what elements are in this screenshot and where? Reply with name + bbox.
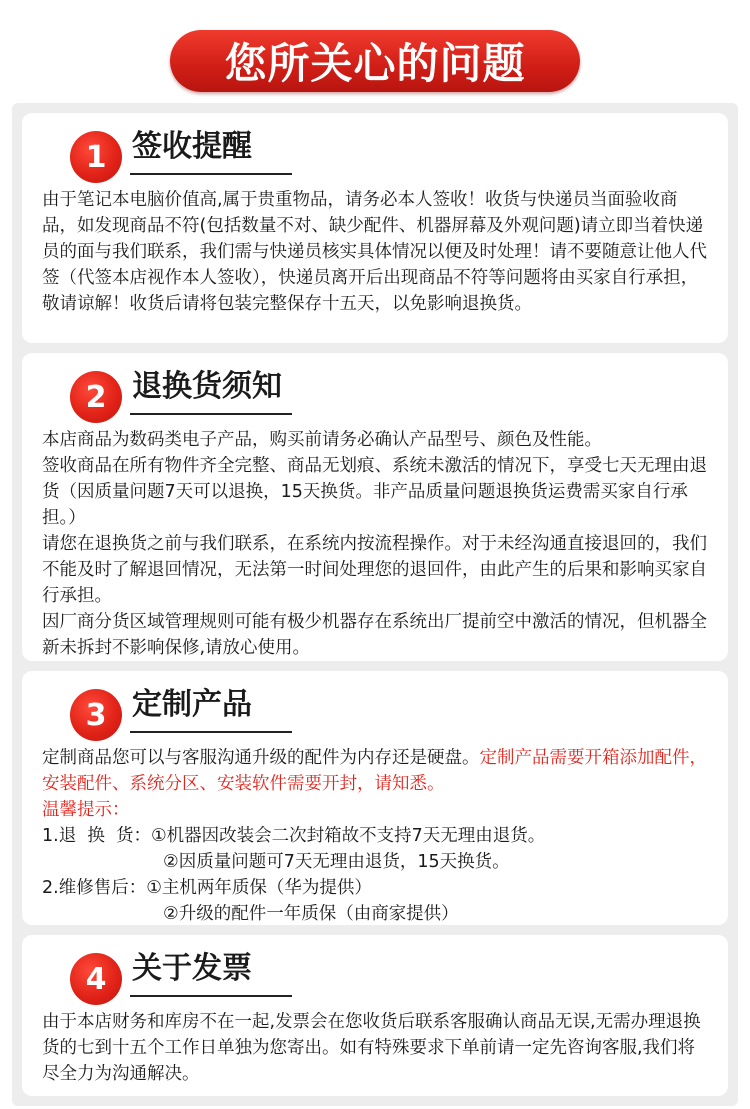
- section-title: 关于发票: [132, 951, 252, 986]
- section-number-badge: 2: [70, 371, 122, 423]
- paragraph: 因厂商分货区域管理规则可能有极少机器存在系统出厂提前空中激活的情况，但机器全新未拆封不影响保修,请放心使用。: [42, 612, 707, 658]
- section-number-badge: 3: [70, 689, 122, 741]
- list-item-label: 2.维修售后：: [42, 878, 147, 898]
- section-number-badge: 1: [70, 131, 122, 183]
- section-custom-products: [22, 671, 728, 925]
- header: [0, 0, 750, 100]
- list-item: [42, 823, 708, 849]
- intro-warning: 定制产品需要开箱添加配件，安装配件、系统分区、安装软件需要开封，请知悉。: [42, 748, 707, 794]
- section-number-badge: 4: [70, 953, 122, 1005]
- page-title: 您所关心的问题: [170, 30, 580, 92]
- title-underline: [130, 413, 292, 415]
- section-sign-reminder: [22, 113, 728, 343]
- list-item-line: ①机器因改装会二次封箱故不支持7天无理由退货。: [150, 826, 546, 846]
- list-item-line: ②升级的配件一年质保（由商家提供）: [163, 904, 459, 924]
- title-underline: [130, 731, 292, 733]
- list-item-label: 1.退 换 货：: [42, 826, 151, 846]
- intro-text: 定制商品您可以与客服沟通升级的配件为内存还是硬盘。: [42, 748, 480, 768]
- section-return-policy: [22, 353, 728, 661]
- paragraph: 由于本店财务和库房不在一起,发票会在您收货后联系客服确认商品无误,无需办理退换货的七到十五个工作日单独为您寄出。如有特殊要求下单前请一定先咨询客服,我们将尽全力为沟通解决。: [42, 1012, 701, 1084]
- paragraph: 本店商品为数码类电子产品，购买前请务必确认产品型号、颜色及性能。: [42, 430, 602, 450]
- list-item-line: ②因质量问题可7天无理由退货，15天换货。: [163, 852, 510, 872]
- section-invoice: [22, 935, 728, 1096]
- title-underline: [130, 173, 292, 175]
- paragraph: 由于笔记本电脑价值高,属于贵重物品，请务必本人签收！收货与快递员当面验收商品，如发现商品不符(包括数量不对、缺少配件、机器屏幕及外观问题)请立即当着快递员的面与我们联系，我们需与快递员核实具体情况以便及时处理！请不要随意让他人代签（代签本店视作本人签收），快递员离开后出现商品不符等问题将由买家自行承担，敬请谅解！收货后请将包装完整保存十五天，以免影响退换货。: [42, 190, 707, 314]
- paragraph: 签收商品在所有物件齐全完整、商品无划痕、系统未激活的情况下，享受七天无理由退货（因质量问题7天可以退换，15天换货。非产品质量问题退换货运费需买家自行承担。）: [42, 456, 707, 528]
- section-title: 定制产品: [132, 687, 252, 722]
- intro-paragraph: [42, 745, 708, 797]
- title-underline: [130, 995, 292, 997]
- tips-label: 温馨提示：: [42, 800, 130, 820]
- section-title: 签收提醒: [132, 129, 252, 164]
- section-body: [42, 427, 728, 661]
- section-title: 退换货须知: [132, 369, 282, 404]
- section-body: [42, 745, 728, 927]
- section-body: [42, 187, 728, 317]
- list-item-line: ①主机两年质保（华为提供）: [146, 878, 372, 898]
- paragraph: 请您在退换货之前与我们联系，在系统内按流程操作。对于未经沟通直接退回的，我们不能及时了解退回情况，无法第一时间处理您的退回件，由此产生的后果和影响买家自行承担。: [42, 534, 707, 606]
- list-item: [42, 875, 708, 901]
- section-body: [42, 1009, 728, 1087]
